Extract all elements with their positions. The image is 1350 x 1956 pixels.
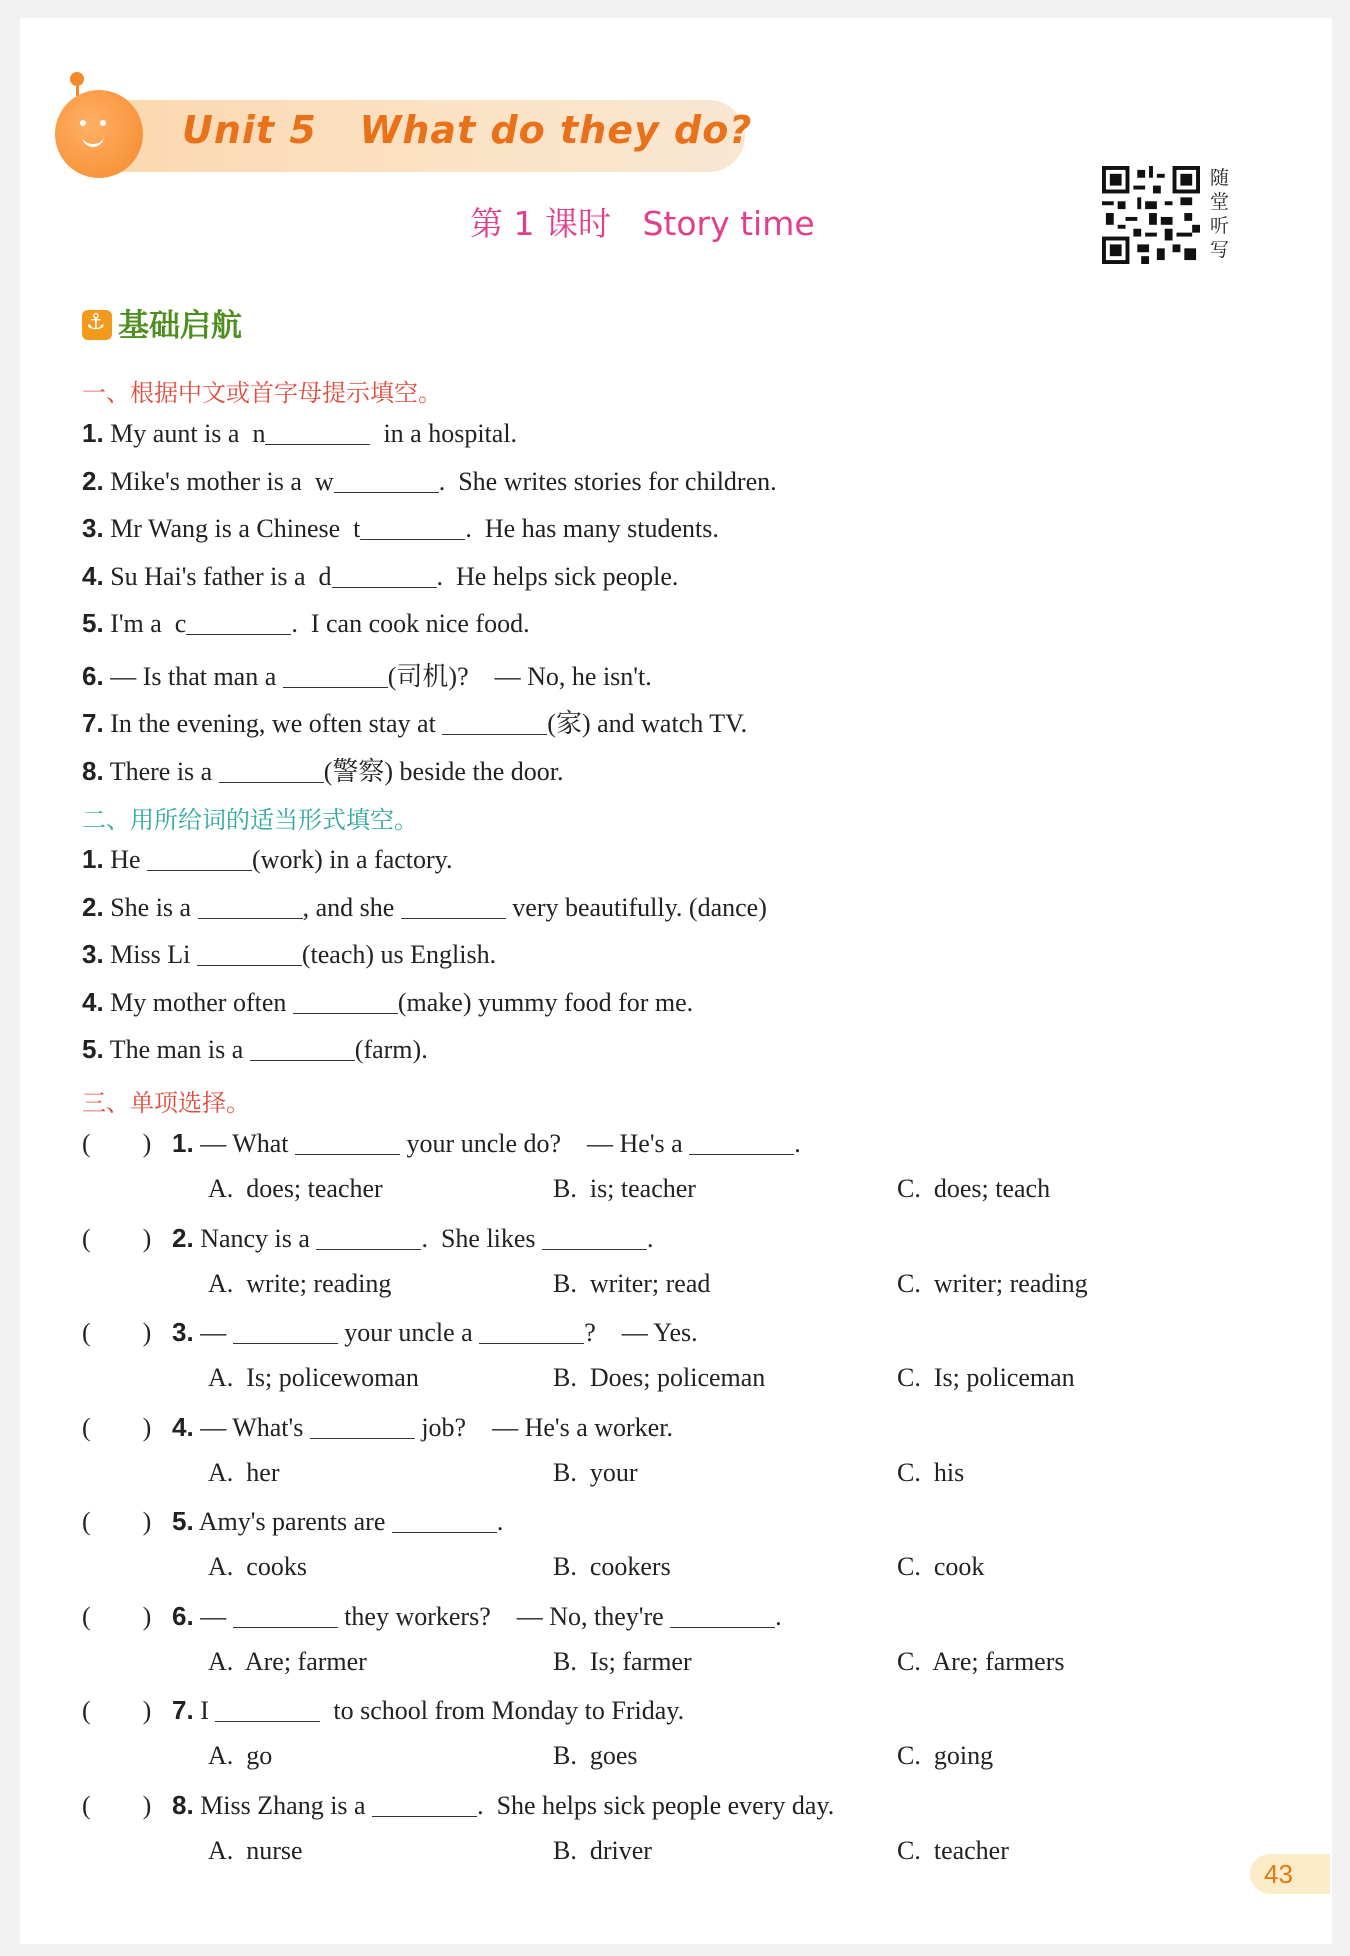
answer-blank[interactable] <box>442 712 547 735</box>
answer-paren[interactable]: ( ) <box>82 1129 152 1158</box>
fill-item <box>82 561 678 592</box>
choice-question <box>82 1317 698 1348</box>
question-text: I'm a c <box>103 609 187 638</box>
part2-title: 二、用所给词的适当形式填空。 <box>82 806 418 834</box>
question-number: 1. <box>172 1128 194 1158</box>
question-number: 5. <box>172 1506 194 1536</box>
choice-option[interactable]: A. Are; farmer <box>208 1646 367 1676</box>
choice-option[interactable]: B. is; teacher <box>553 1174 696 1203</box>
fill-item <box>82 656 652 693</box>
answer-blank[interactable] <box>265 422 370 445</box>
question-text: . She helps sick people every day. <box>477 1790 835 1820</box>
answer-paren[interactable]: ( ) <box>82 1412 152 1442</box>
question-text: , and she <box>302 892 401 922</box>
fill-item <box>82 513 719 544</box>
answer-blank[interactable] <box>542 1227 647 1250</box>
answer-paren[interactable]: ( ) <box>82 1223 152 1253</box>
fill-item <box>82 939 496 970</box>
question-text: (警察) beside the door. <box>323 756 564 786</box>
answer-paren[interactable]: ( ) <box>82 1790 152 1820</box>
fill-item <box>82 751 563 788</box>
question-text: Miss Zhang is a <box>193 1790 373 1820</box>
question-text: (work) in a factory. <box>252 845 453 874</box>
question-text: job? — He's a worker. <box>414 1412 673 1442</box>
answer-blank[interactable] <box>219 760 324 783</box>
choice-option[interactable]: B. your <box>553 1457 638 1487</box>
page-number: 43 <box>1250 1854 1330 1894</box>
unit-title: Unit 5 What do they do? <box>182 108 753 152</box>
fill-item <box>82 892 767 923</box>
lesson-title: 第 1 课时 Story time <box>470 204 815 243</box>
question-text: . <box>496 1507 504 1536</box>
answer-blank[interactable] <box>215 1699 320 1722</box>
choice-option[interactable]: C. cook <box>897 1552 985 1581</box>
fill-item <box>82 987 693 1018</box>
question-number: 7. <box>172 1695 194 1725</box>
question-number: 8. <box>82 755 104 786</box>
question-text: Amy's parents are <box>193 1507 392 1536</box>
answer-blank[interactable] <box>372 1794 477 1817</box>
choice-option[interactable]: B. driver <box>553 1835 652 1865</box>
question-text: Su Hai's father is a d <box>103 561 332 591</box>
answer-blank[interactable] <box>316 1227 421 1250</box>
question-text: . He helps sick people. <box>436 561 679 591</box>
choice-question <box>82 1128 801 1159</box>
choice-option[interactable]: A. go <box>208 1741 273 1770</box>
choice-option[interactable]: B. writer; read <box>553 1268 711 1298</box>
question-text: your uncle a <box>337 1318 480 1347</box>
question-text: — <box>193 1318 233 1347</box>
choice-option[interactable]: B. goes <box>553 1741 638 1770</box>
part1-title: 一、根据中文或首字母提示填空。 <box>82 379 442 407</box>
choice-option[interactable]: C. going <box>897 1741 994 1770</box>
choice-option[interactable]: B. Does; policeman <box>553 1363 766 1392</box>
answer-blank[interactable] <box>670 1605 775 1628</box>
answer-blank[interactable] <box>293 991 398 1014</box>
answer-blank[interactable] <box>198 896 303 919</box>
question-number: 3. <box>172 1317 194 1347</box>
choice-option[interactable]: B. Is; farmer <box>553 1646 692 1676</box>
question-text: — What <box>193 1129 296 1158</box>
question-text: to school from Monday to Friday. <box>320 1696 685 1725</box>
fill-item <box>82 1034 428 1065</box>
answer-blank[interactable] <box>392 1510 497 1533</box>
question-number: 3. <box>82 939 104 969</box>
question-text: My mother often <box>103 987 293 1017</box>
question-number: 3. <box>82 513 104 543</box>
choice-question <box>82 1790 834 1821</box>
answer-blank[interactable] <box>233 1605 338 1628</box>
question-number: 5. <box>82 1034 104 1064</box>
question-number: 4. <box>172 1411 194 1442</box>
mascot-antenna-ball <box>70 72 84 86</box>
question-text: your uncle do? — He's a <box>400 1129 690 1158</box>
question-text: ? — Yes. <box>584 1318 698 1347</box>
section-title-text: 基础启航 <box>118 308 242 344</box>
question-number: 6. <box>172 1600 194 1631</box>
answer-blank[interactable] <box>360 517 465 540</box>
question-text: In the evening, we often stay at <box>103 709 443 738</box>
question-text: in a hospital. <box>370 419 518 448</box>
choice-option[interactable]: A. nurse <box>208 1835 303 1865</box>
question-text: Nancy is a <box>193 1223 317 1253</box>
answer-paren[interactable]: ( ) <box>82 1696 152 1725</box>
question-number: 1. <box>82 844 104 874</box>
answer-blank[interactable] <box>250 1038 355 1061</box>
answer-blank[interactable] <box>295 1132 400 1155</box>
answer-blank[interactable] <box>334 470 439 493</box>
choice-option[interactable]: C. Are; farmers <box>897 1646 1065 1676</box>
question-text: very beautifully. (dance) <box>505 892 767 922</box>
answer-blank[interactable] <box>479 1321 584 1344</box>
choice-question <box>82 1223 654 1254</box>
question-number: 5. <box>82 608 104 638</box>
question-text: He <box>103 845 148 874</box>
choice-option[interactable]: A. cooks <box>208 1552 307 1581</box>
question-number: 1. <box>82 418 104 448</box>
question-number: 7. <box>82 708 104 738</box>
choice-option[interactable]: B. cookers <box>553 1552 671 1581</box>
answer-blank[interactable] <box>689 1132 794 1155</box>
choice-option[interactable]: C. his <box>897 1457 965 1487</box>
answer-paren[interactable]: ( ) <box>82 1507 152 1536</box>
choice-option[interactable]: C. writer; reading <box>897 1268 1088 1298</box>
answer-blank[interactable] <box>401 896 506 919</box>
question-text: (司机)? — No, he isn't. <box>387 661 652 691</box>
answer-paren[interactable]: ( ) <box>82 1601 152 1631</box>
question-text: She is a <box>103 892 198 922</box>
fill-item <box>82 466 777 497</box>
answer-blank[interactable] <box>332 565 437 588</box>
question-text: . I can cook nice food. <box>291 609 530 638</box>
choice-option[interactable]: A. write; reading <box>208 1268 392 1298</box>
question-text: . She likes <box>421 1223 543 1253</box>
question-text: The man is a <box>103 1035 250 1064</box>
question-text: Mike's mother is a w <box>103 466 334 496</box>
question-text: . <box>794 1129 801 1158</box>
choice-option[interactable]: A. does; teacher <box>208 1174 383 1203</box>
question-number: 4. <box>82 986 104 1017</box>
choice-question <box>82 1601 782 1632</box>
anchor-icon <box>82 310 112 340</box>
question-number: 2. <box>82 891 104 922</box>
answer-blank[interactable] <box>283 665 388 688</box>
question-text: (家) and watch TV. <box>547 709 748 738</box>
choice-option[interactable]: A. Is; policewoman <box>208 1363 419 1392</box>
question-text: — What's <box>193 1412 310 1442</box>
question-text: Mr Wang is a Chinese t <box>103 514 361 543</box>
mascot-eye <box>100 120 106 126</box>
answer-paren[interactable]: ( ) <box>82 1318 152 1347</box>
fill-item <box>82 608 530 639</box>
mascot-eye <box>80 120 86 126</box>
question-text: — Is that man a <box>103 661 283 691</box>
answer-blank[interactable] <box>310 1416 415 1439</box>
question-number: 2. <box>172 1222 194 1253</box>
answer-blank[interactable] <box>233 1321 338 1344</box>
answer-blank[interactable] <box>186 612 291 635</box>
section-title <box>82 300 242 345</box>
question-text: (teach) us English. <box>301 940 497 969</box>
question-text: Miss Li <box>103 940 197 969</box>
choice-option[interactable]: C. Is; policeman <box>897 1363 1075 1392</box>
choice-option[interactable]: C. teacher <box>897 1835 1009 1865</box>
part3-title: 三、单项选择。 <box>82 1089 250 1117</box>
question-text: (farm). <box>354 1035 428 1064</box>
fill-item <box>82 418 517 449</box>
fill-item <box>82 703 747 740</box>
choice-option[interactable]: A. her <box>208 1457 280 1487</box>
choice-question <box>82 1506 503 1537</box>
qr-caption: 随堂听写 <box>1210 167 1230 261</box>
fill-item <box>82 844 452 875</box>
question-number: 4. <box>82 560 104 591</box>
question-text: they workers? — No, they're <box>337 1601 671 1631</box>
question-text: My aunt is a n <box>103 419 266 448</box>
question-text: . He has many students. <box>465 514 719 543</box>
choice-question <box>82 1412 673 1443</box>
question-text: I <box>193 1696 216 1725</box>
answer-blank[interactable] <box>147 848 252 871</box>
question-text: (make) yummy food for me. <box>397 987 694 1017</box>
question-text: — <box>193 1601 233 1631</box>
question-number: 8. <box>172 1789 194 1820</box>
choice-option[interactable]: C. does; teach <box>897 1174 1051 1203</box>
question-text: . She writes stories for children. <box>438 466 777 496</box>
choice-question <box>82 1695 684 1726</box>
question-text: . <box>647 1223 654 1253</box>
question-number: 2. <box>82 465 104 496</box>
question-number: 6. <box>82 660 104 691</box>
question-text: . <box>775 1601 782 1631</box>
qr-code-icon[interactable] <box>1102 166 1200 264</box>
answer-blank[interactable] <box>197 943 302 966</box>
question-text: There is a <box>103 756 219 786</box>
